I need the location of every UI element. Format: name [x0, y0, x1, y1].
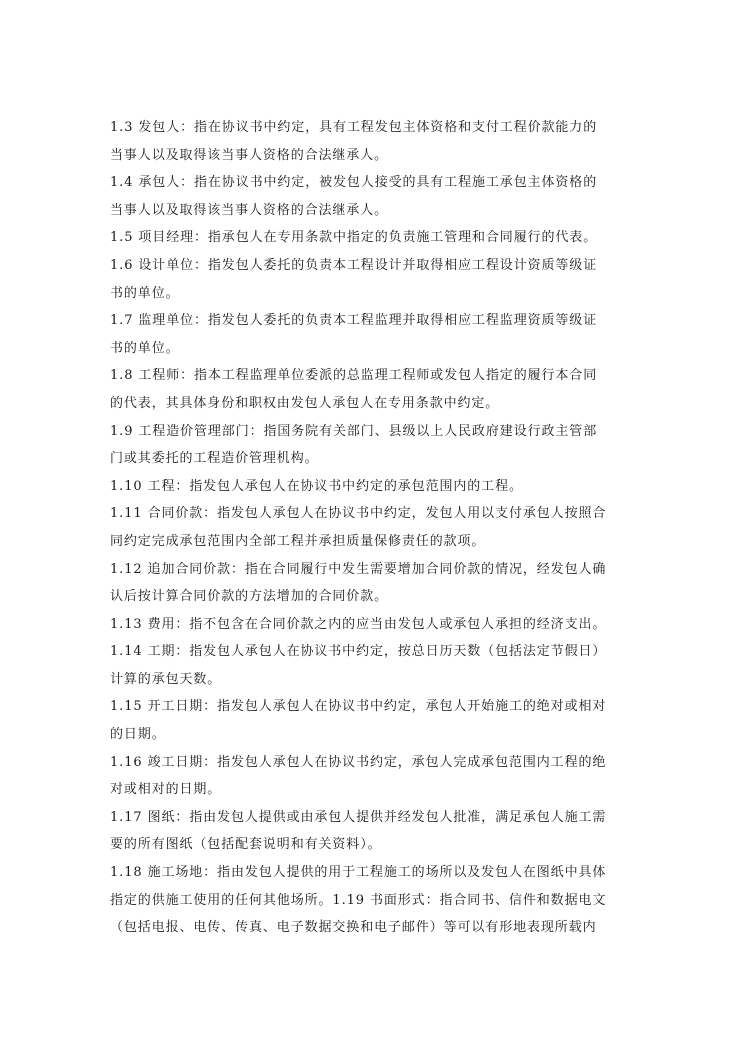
text-line: 1.7 监理单位：指发包人委托的负责本工程监理并取得相应工程监理资质等级证 [110, 313, 598, 329]
text-line: 认后按计算合同价款的方法增加的合同价款。 [110, 589, 389, 605]
text-line: 当事人以及取得该当事人资格的合法继承人。 [110, 202, 389, 218]
text-line: 的代表，其具体身份和职权由发包人承包人在专用条款中约定。 [110, 395, 500, 411]
text-line: 1.15 开工日期：指发包人承包人在协议书中约定，承包人开始施工的绝对或相对 [110, 699, 607, 715]
text-line: 门或其委托的工程造价管理机构。 [110, 451, 319, 467]
text-line: 指定的供施工使用的任何其他场所。1.19 书面形式：指合同书、信件和数据电文 [110, 892, 607, 908]
text-line: 对或相对的日期。 [110, 782, 222, 798]
text-line: 1.18 施工场地：指由发包人提供的用于工程施工的场所以及发包人在图纸中具体 [110, 865, 607, 881]
text-line: 1.10 工程：指发包人承包人在协议书中约定的承包范围内的工程。 [110, 478, 523, 494]
text-line: 1.6 设计单位：指发包人委托的负责本工程设计并取得相应工程设计资质等级证 [110, 257, 598, 273]
text-line: （包括电报、电传、传真、电子数据交换和电子邮件）等可以有形地表现所载内 [110, 920, 597, 936]
text-line: 要的所有图纸（包括配套说明和有关资料）。 [110, 837, 382, 853]
text-line: 1.4 承包人：指在协议书中约定，被发包人接受的具有工程施工承包主体资格的 [110, 175, 598, 191]
text-line: 书的单位。 [110, 285, 180, 301]
text-line: 1.5 项目经理：指承包人在专用条款中指定的负责施工管理和合同履行的代表。 [110, 230, 598, 246]
text-line: 1.3 发包人：指在协议书中约定，具有工程发包主体资格和支付工程价款能力的 [110, 120, 598, 135]
document-body [110, 114, 640, 942]
text-line: 当事人以及取得该当事人资格的合法继承人。 [110, 147, 389, 163]
text-line: 同约定完成承包范围内全部工程并承担质量保修责任的款项。 [110, 533, 486, 549]
text-line: 书的单位。 [110, 340, 180, 356]
text-line: 1.8 工程师：指本工程监理单位委派的总监理工程师或发包人指定的履行本合同 [110, 368, 598, 384]
text-line: 1.17 图纸：指由发包人提供或由承包人提供并经发包人批准，满足承包人施工需 [110, 809, 607, 825]
text-line: 的日期。 [110, 727, 166, 743]
text-line: 计算的承包天数。 [110, 671, 222, 687]
text-line: 1.11 合同价款：指发包人承包人在协议书中约定，发包人用以支付承包人按照合 [110, 506, 607, 522]
text-line: 1.12 追加合同价款：指在合同履行中发生需要增加合同价款的情况，经发包人确 [110, 561, 607, 577]
text-line: 1.9 工程造价管理部门：指国务院有关部门、县级以上人民政府建设行政主管部 [110, 423, 598, 439]
text-line: 1.13 费用：指不包含在合同价款之内的应当由发包人或承包人承担的经济支出。 [110, 616, 607, 632]
text-line: 1.16 竣工日期：指发包人承包人在协议书约定，承包人完成承包范围内工程的绝 [110, 754, 607, 770]
text-line: 1.14 工期：指发包人承包人在协议书中约定，按总日历天数（包括法定节假日） [110, 644, 607, 660]
